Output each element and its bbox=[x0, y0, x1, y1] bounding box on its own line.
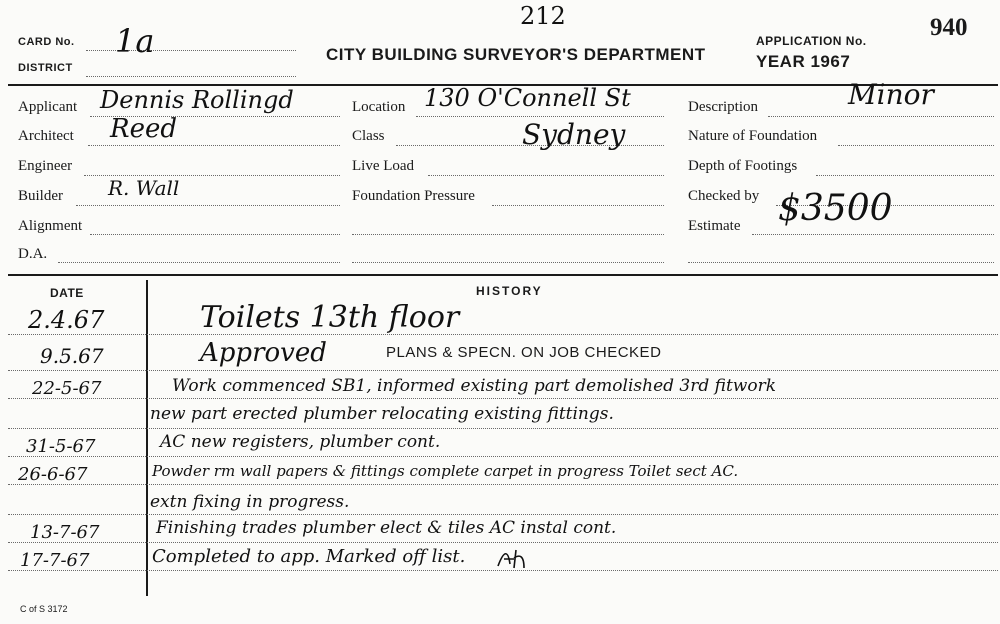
history-date: 26-6-67 bbox=[18, 464, 88, 485]
history-entry: Powder rm wall papers & fittings complete carpet in progress Toilet sect AC. bbox=[152, 462, 739, 480]
live-load-line bbox=[428, 175, 664, 176]
card-number-value: 1a bbox=[115, 22, 155, 60]
history-date: 22-5-67 bbox=[32, 378, 102, 399]
architect-line bbox=[88, 145, 340, 146]
history-entry: extn fixing in progress. bbox=[150, 492, 350, 512]
history-date: 9.5.67 bbox=[40, 344, 104, 368]
builder-value: R. Wall bbox=[108, 176, 180, 200]
location-value: 130 O'Connell St bbox=[424, 84, 631, 112]
applicant-value: Dennis Rollingd bbox=[100, 86, 294, 114]
depth-of-footings-label: Depth of Footings bbox=[688, 158, 798, 174]
district-label: DISTRICT bbox=[18, 62, 73, 74]
blank-line-1 bbox=[352, 234, 664, 235]
estimate-label: Estimate bbox=[688, 218, 741, 234]
history-date: 2.4.67 bbox=[28, 306, 105, 334]
history-line bbox=[8, 428, 998, 429]
description-value: Minor bbox=[848, 78, 934, 111]
alignment-label: Alignment bbox=[18, 218, 83, 234]
date-header: DATE bbox=[50, 286, 84, 300]
history-line bbox=[8, 514, 998, 515]
history-entry: Completed to app. Marked off list. bbox=[152, 546, 466, 567]
history-line bbox=[8, 370, 998, 371]
alignment-line bbox=[90, 234, 340, 235]
location-line bbox=[416, 116, 664, 117]
blank-line-3 bbox=[688, 262, 994, 263]
history-line bbox=[8, 456, 998, 457]
application-number: 940 bbox=[930, 14, 968, 41]
description-label: Description bbox=[688, 99, 758, 115]
history-date: 13-7-67 bbox=[30, 522, 100, 543]
checked-by-label: Checked by bbox=[688, 188, 760, 204]
builder-line bbox=[76, 205, 340, 206]
department-title: CITY BUILDING SURVEYOR'S DEPARTMENT bbox=[326, 45, 706, 64]
application-label: APPLICATION No. bbox=[756, 34, 867, 48]
history-entry: Approved bbox=[200, 338, 327, 368]
initials-signature bbox=[494, 546, 530, 572]
da-line bbox=[58, 262, 340, 263]
history-line bbox=[8, 542, 998, 543]
architect-label: Architect bbox=[18, 128, 74, 144]
nature-of-foundation-label: Nature of Foundation bbox=[688, 128, 818, 144]
history-line bbox=[8, 334, 998, 335]
class-value: Sydney bbox=[522, 118, 626, 151]
history-divider bbox=[8, 274, 998, 276]
blank-line-2 bbox=[352, 262, 664, 263]
form-code: C of S 3172 bbox=[20, 604, 68, 614]
history-entry: Toilets 13th floor bbox=[200, 300, 460, 335]
history-header: HISTORY bbox=[476, 284, 543, 298]
history-entry: AC new registers, plumber cont. bbox=[160, 432, 441, 452]
date-column-divider bbox=[146, 280, 148, 596]
history-line bbox=[8, 484, 998, 485]
history-entry: new part erected plumber relocating existing fittings. bbox=[150, 404, 614, 424]
live-load-label: Live Load bbox=[352, 158, 415, 174]
architect-value: Reed bbox=[110, 114, 177, 144]
da-label: D.A. bbox=[18, 246, 48, 262]
engineer-label: Engineer bbox=[18, 158, 73, 174]
history-date: 17-7-67 bbox=[20, 550, 90, 571]
applicant-label: Applicant bbox=[18, 99, 78, 115]
history-entry: Finishing trades plumber elect & tiles AC instal cont. bbox=[156, 518, 617, 538]
class-label: Class bbox=[352, 128, 385, 144]
district-line bbox=[86, 76, 296, 77]
card-number-label: CARD No. bbox=[18, 36, 75, 48]
location-label: Location bbox=[352, 99, 406, 115]
top-note: 212 bbox=[520, 2, 566, 30]
foundation-pressure-line bbox=[492, 205, 664, 206]
estimate-value: $3500 bbox=[778, 188, 893, 229]
approval-stamp: PLANS & SPECN. ON JOB CHECKED bbox=[386, 344, 662, 361]
foundation-pressure-label: Foundation Pressure bbox=[352, 188, 475, 204]
builder-label: Builder bbox=[18, 188, 63, 204]
estimate-line bbox=[752, 234, 994, 235]
year-label: YEAR 1967 bbox=[756, 52, 851, 71]
nature-of-foundation-line bbox=[838, 145, 994, 146]
history-entry: Work commenced SB1, informed existing part demolished 3rd fitwork bbox=[172, 376, 777, 396]
history-line bbox=[8, 398, 998, 399]
history-date: 31-5-67 bbox=[26, 436, 96, 457]
description-line bbox=[768, 116, 994, 117]
depth-of-footings-line bbox=[816, 175, 994, 176]
